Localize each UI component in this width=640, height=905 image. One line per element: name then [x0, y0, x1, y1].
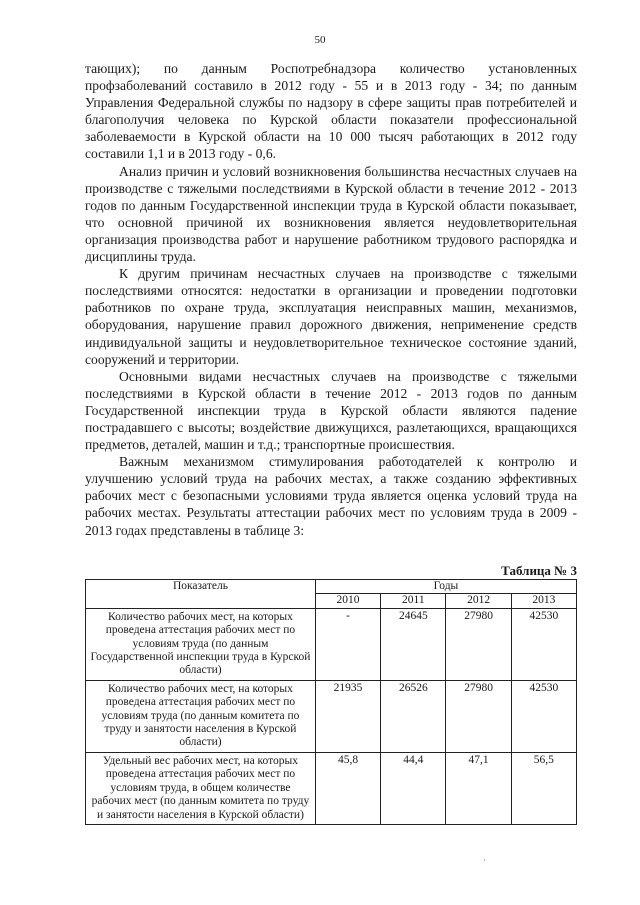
cell-value: 56,5	[511, 752, 576, 824]
cell-value: 42530	[511, 680, 576, 752]
table-row	[86, 752, 577, 824]
cell-value: 21935	[315, 680, 380, 752]
paragraph-accident-types: Основными видами несчастных случаев на производстве с тяжелыми последствиями в Курской области в течение 2012 - 2013 годов по данным Государственной инспекции труда в Курской области являются падение пострадавшего с высоты; воздействие движущихся, разлетающихся, вращающихся предметов, деталей, машин и т.д.; транспортные происшествия.	[85, 368, 577, 453]
cell-value: 45,8	[315, 752, 380, 824]
paragraph-workplace-assessment: Важным механизмом стимулирования работодателей к контролю и улучшению условий труда на рабочих местах, а также созданию эффективных рабочих мест с безопасными условиями труда является оценка условий труда на рабочих местах. Результаты аттестации рабочих мест по условиям труда в 2009 - 2013 годах представлены в таблице 3:	[85, 454, 577, 538]
row-label: Удельный вес рабочих мест, на которых проведена аттестация рабочих мест по условиям труда, в общем количестве рабочих мест (по данным комитета по труду и занятости населения в Курской области)	[86, 752, 316, 824]
row-label: Количество рабочих мест, на которых проведена аттестация рабочих мест по условиям труда (по данным Государственной инспекции труда в Курской области)	[86, 608, 316, 680]
cell-value: 27980	[446, 608, 511, 680]
year-2010: 2010	[315, 594, 380, 608]
table-row	[86, 680, 577, 752]
paragraph-causes-analysis: Анализ причин и условий возникновения большинства несчастных случаев на производстве с тяжелыми последствиями в Курской области в течение 2012 - 2013 годов по данным Государственной инспекции труда в Курской области показывает, что основной причиной их возникновения является неудовлетворительная организация производства работ и нарушение работником трудового распорядка и дисциплины труда.	[85, 163, 577, 265]
year-2011: 2011	[381, 594, 446, 608]
assessment-table	[85, 579, 577, 825]
year-2013: 2013	[511, 594, 576, 608]
cell-value: 44,4	[381, 752, 446, 824]
page-number: 50	[314, 34, 326, 46]
cell-value: 27980	[446, 680, 511, 752]
header-years: Годы	[315, 580, 576, 594]
cell-value: 26526	[381, 680, 446, 752]
paragraph-continuation: тающих); по данным Роспотребнадзора количество установленных профзаболеваний составило в 2012 году - 55 и в 2013 году - 34; по данным Управления Федеральной службы по надзору в сфере защиты прав потребителей и благополучия человека по Курской области показатели профессиональной заболеваемости в Курской области на 10 000 тысяч работающих в 2012 году составили 1,1 и в 2013 году - 0,6.	[85, 61, 577, 162]
body-text	[85, 60, 577, 539]
header-indicator: Показатель	[86, 580, 316, 609]
cell-value: -	[315, 608, 380, 680]
cell-value: 42530	[511, 608, 576, 680]
table-row	[86, 608, 577, 680]
year-2012: 2012	[446, 594, 511, 608]
paragraph-other-causes: К другим причинам несчастных случаев на производстве с тяжелыми последствиями относятся: недостатки в организации и проведении подготовки работников по охране труда, эксплуатация неисправных машин, механизмов, оборудования, нарушение правил дорожного движения, неприменение средств индивидуальной защиты и неудовлетворительное техническое состояние зданий, сооружений и территории.	[85, 266, 577, 367]
cell-value: 24645	[381, 608, 446, 680]
scan-dot: ·	[483, 855, 486, 865]
row-label: Количество рабочих мест, на которых проведена аттестация рабочих мест по условиям труда (по данным комитета по труду и занятости населения в Курской области)	[86, 680, 316, 752]
table-caption: Таблица № 3	[501, 563, 577, 578]
table-header-row	[86, 580, 577, 594]
cell-value: 47,1	[446, 752, 511, 824]
